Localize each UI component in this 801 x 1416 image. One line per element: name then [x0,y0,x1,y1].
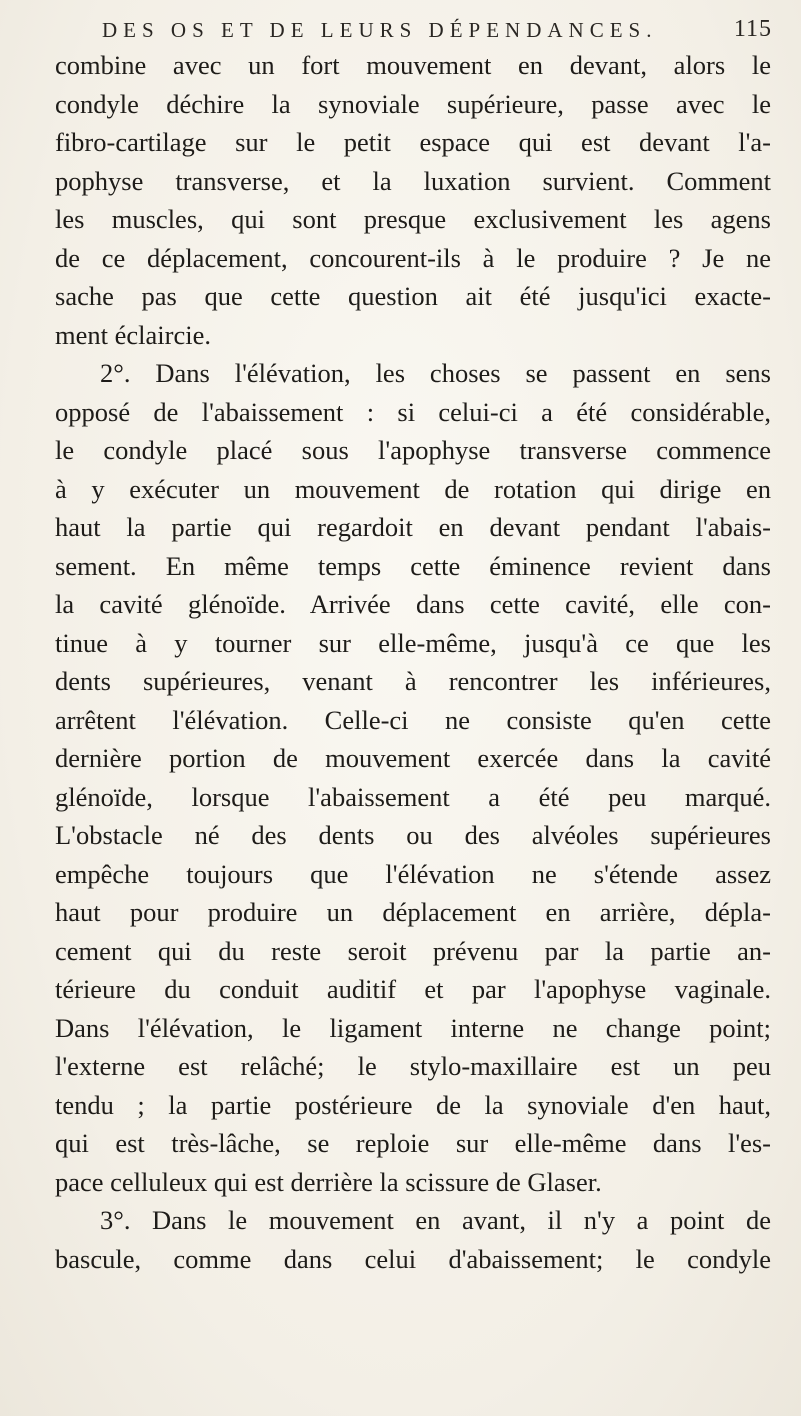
text-line: empêche toujours que l'élévation ne s'étende assez [55,858,771,889]
running-head-title: DES OS ET DE LEURS DÉPENDANCES. [102,18,658,42]
text-line: les muscles, qui sont presque exclusivement les agens [55,204,771,234]
text-line: térieure du conduit auditif et par l'apophyse vaginale. [55,974,771,1004]
text-line: de ce déplacement, concourent-ils à le produire ? Je ne [55,242,771,273]
text-line: l'externe est relâché; le stylo-maxillaire est un peu [55,1051,771,1081]
text-line: sement. En même temps cette éminence revient dans [55,550,771,581]
text-line: Dans l'élévation, le ligament interne ne change point; [55,1012,771,1043]
text-line: cement qui du reste seroit prévenu par la partie an- [55,935,771,966]
text-line: pace celluleux qui est derrière la scissure de Glaser. [55,1166,602,1197]
text-line: le condyle placé sous l'apophyse transverse commence [55,435,771,465]
text-line: fibro-cartilage sur le petit espace qui est devant l'a- [55,127,771,157]
paragraph-start-line: 3°. Dans le mouvement en avant, il n'y a point de [100,1205,771,1235]
text-line: dernière portion de mouvement exercée dans la cavité [55,743,771,773]
text-line: haut la partie qui regardoit en devant pendant l'abais- [55,512,771,542]
text-line: pophyse transverse, et la luxation survient. Comment [55,165,771,196]
paragraph-start-line: 2°. Dans l'élévation, les choses se passent en sens [100,358,771,388]
text-line: condyle déchire la synoviale supérieure, passe avec le [55,88,771,119]
text-line: L'obstacle né des dents ou des alvéoles supérieures [55,820,771,850]
body-text [55,46,771,1278]
text-line: tendu ; la partie postérieure de la synoviale d'en haut, [55,1089,771,1120]
text-line: la cavité glénoïde. Arrivée dans cette cavité, elle con- [55,589,771,619]
text-line: combine avec un fort mouvement en devant, alors le [55,50,771,80]
text-line: haut pour produire un déplacement en arrière, dépla- [55,897,771,927]
page-number: 115 [733,16,772,42]
text-line: ment éclaircie. [55,319,211,350]
text-line: opposé de l'abaissement : si celui-ci a été considérable, [55,396,771,427]
text-line: qui est très-lâche, se reploie sur elle-même dans l'es- [55,1128,771,1158]
text-line: à y exécuter un mouvement de rotation qui dirige en [55,473,771,504]
text-line: tinue à y tourner sur elle-même, jusqu'à ce que les [55,627,771,658]
text-line: bascule, comme dans celui d'abaissement; le condyle [55,1243,771,1274]
text-line: sache pas que cette question ait été jusqu'ici exacte- [55,281,771,311]
text-line: glénoïde, lorsque l'abaissement a été peu marqué. [55,781,771,812]
text-line: dents supérieures, venant à rencontrer les inférieures, [55,666,771,696]
text-line: arrêtent l'élévation. Celle-ci ne consiste qu'en cette [55,704,771,735]
